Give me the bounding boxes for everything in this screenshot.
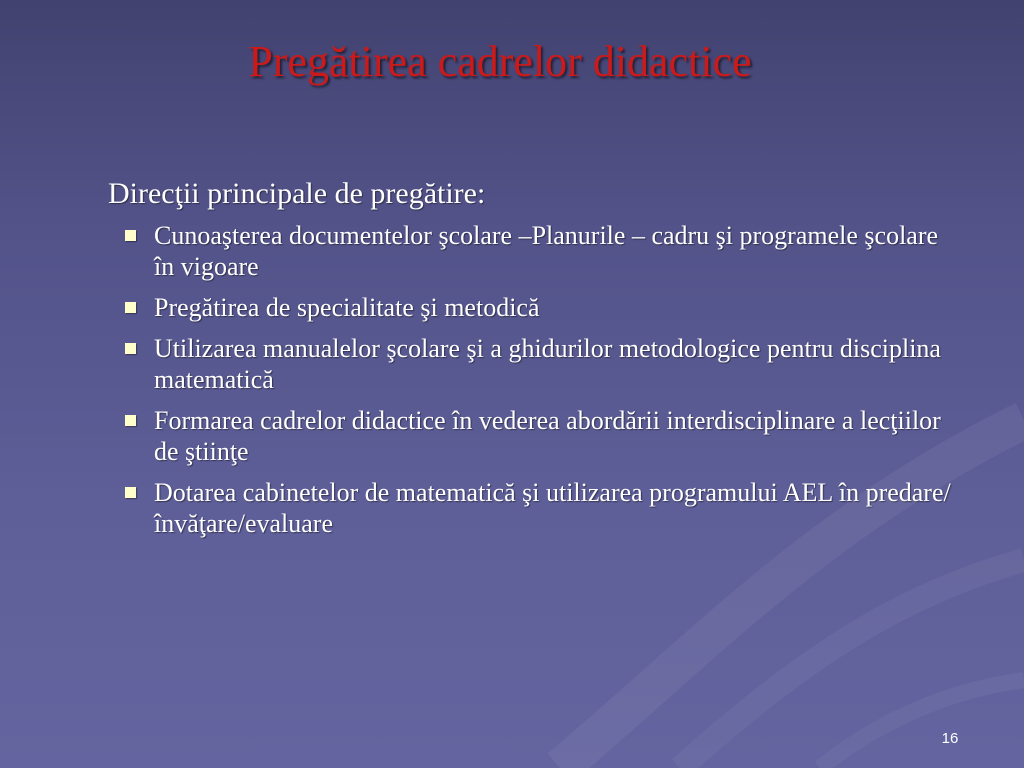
bullet-text: Pregătirea de specialitate şi metodică [154, 293, 540, 322]
square-bullet-icon [125, 415, 136, 426]
bullet-item [108, 333, 958, 395]
bullet-text: Cunoaşterea documentelor şcolare –Planurile – cadru şi programele şcolare în vigoare [154, 221, 939, 281]
bullet-item [108, 405, 958, 467]
slide-title: Pregătirea cadrelor didactice [248, 37, 752, 86]
page-number: 16 [941, 730, 959, 747]
bullet-text: Dotarea cabinetelor de matematică şi utilizarea programului AEL în predare/învăţare/evaluare [154, 478, 951, 538]
square-bullet-icon [125, 343, 136, 354]
square-bullet-icon [125, 487, 136, 498]
square-bullet-icon [125, 230, 136, 241]
bullet-text: Formarea cadrelor didactice în vederea abordării interdisciplinare a lecţiilor de ştiinţe [154, 406, 941, 466]
bullet-text: Utilizarea manualelor şcolare şi a ghidurilor metodologice pentru disciplina matematică [154, 334, 941, 394]
bullet-item [108, 220, 958, 282]
bullet-list [108, 220, 958, 539]
bullet-item [108, 477, 958, 539]
bullet-item [108, 292, 958, 323]
square-bullet-icon [125, 302, 136, 313]
slide-content [108, 174, 958, 549]
section-heading: Direcţii principale de pregătire: [108, 177, 486, 210]
